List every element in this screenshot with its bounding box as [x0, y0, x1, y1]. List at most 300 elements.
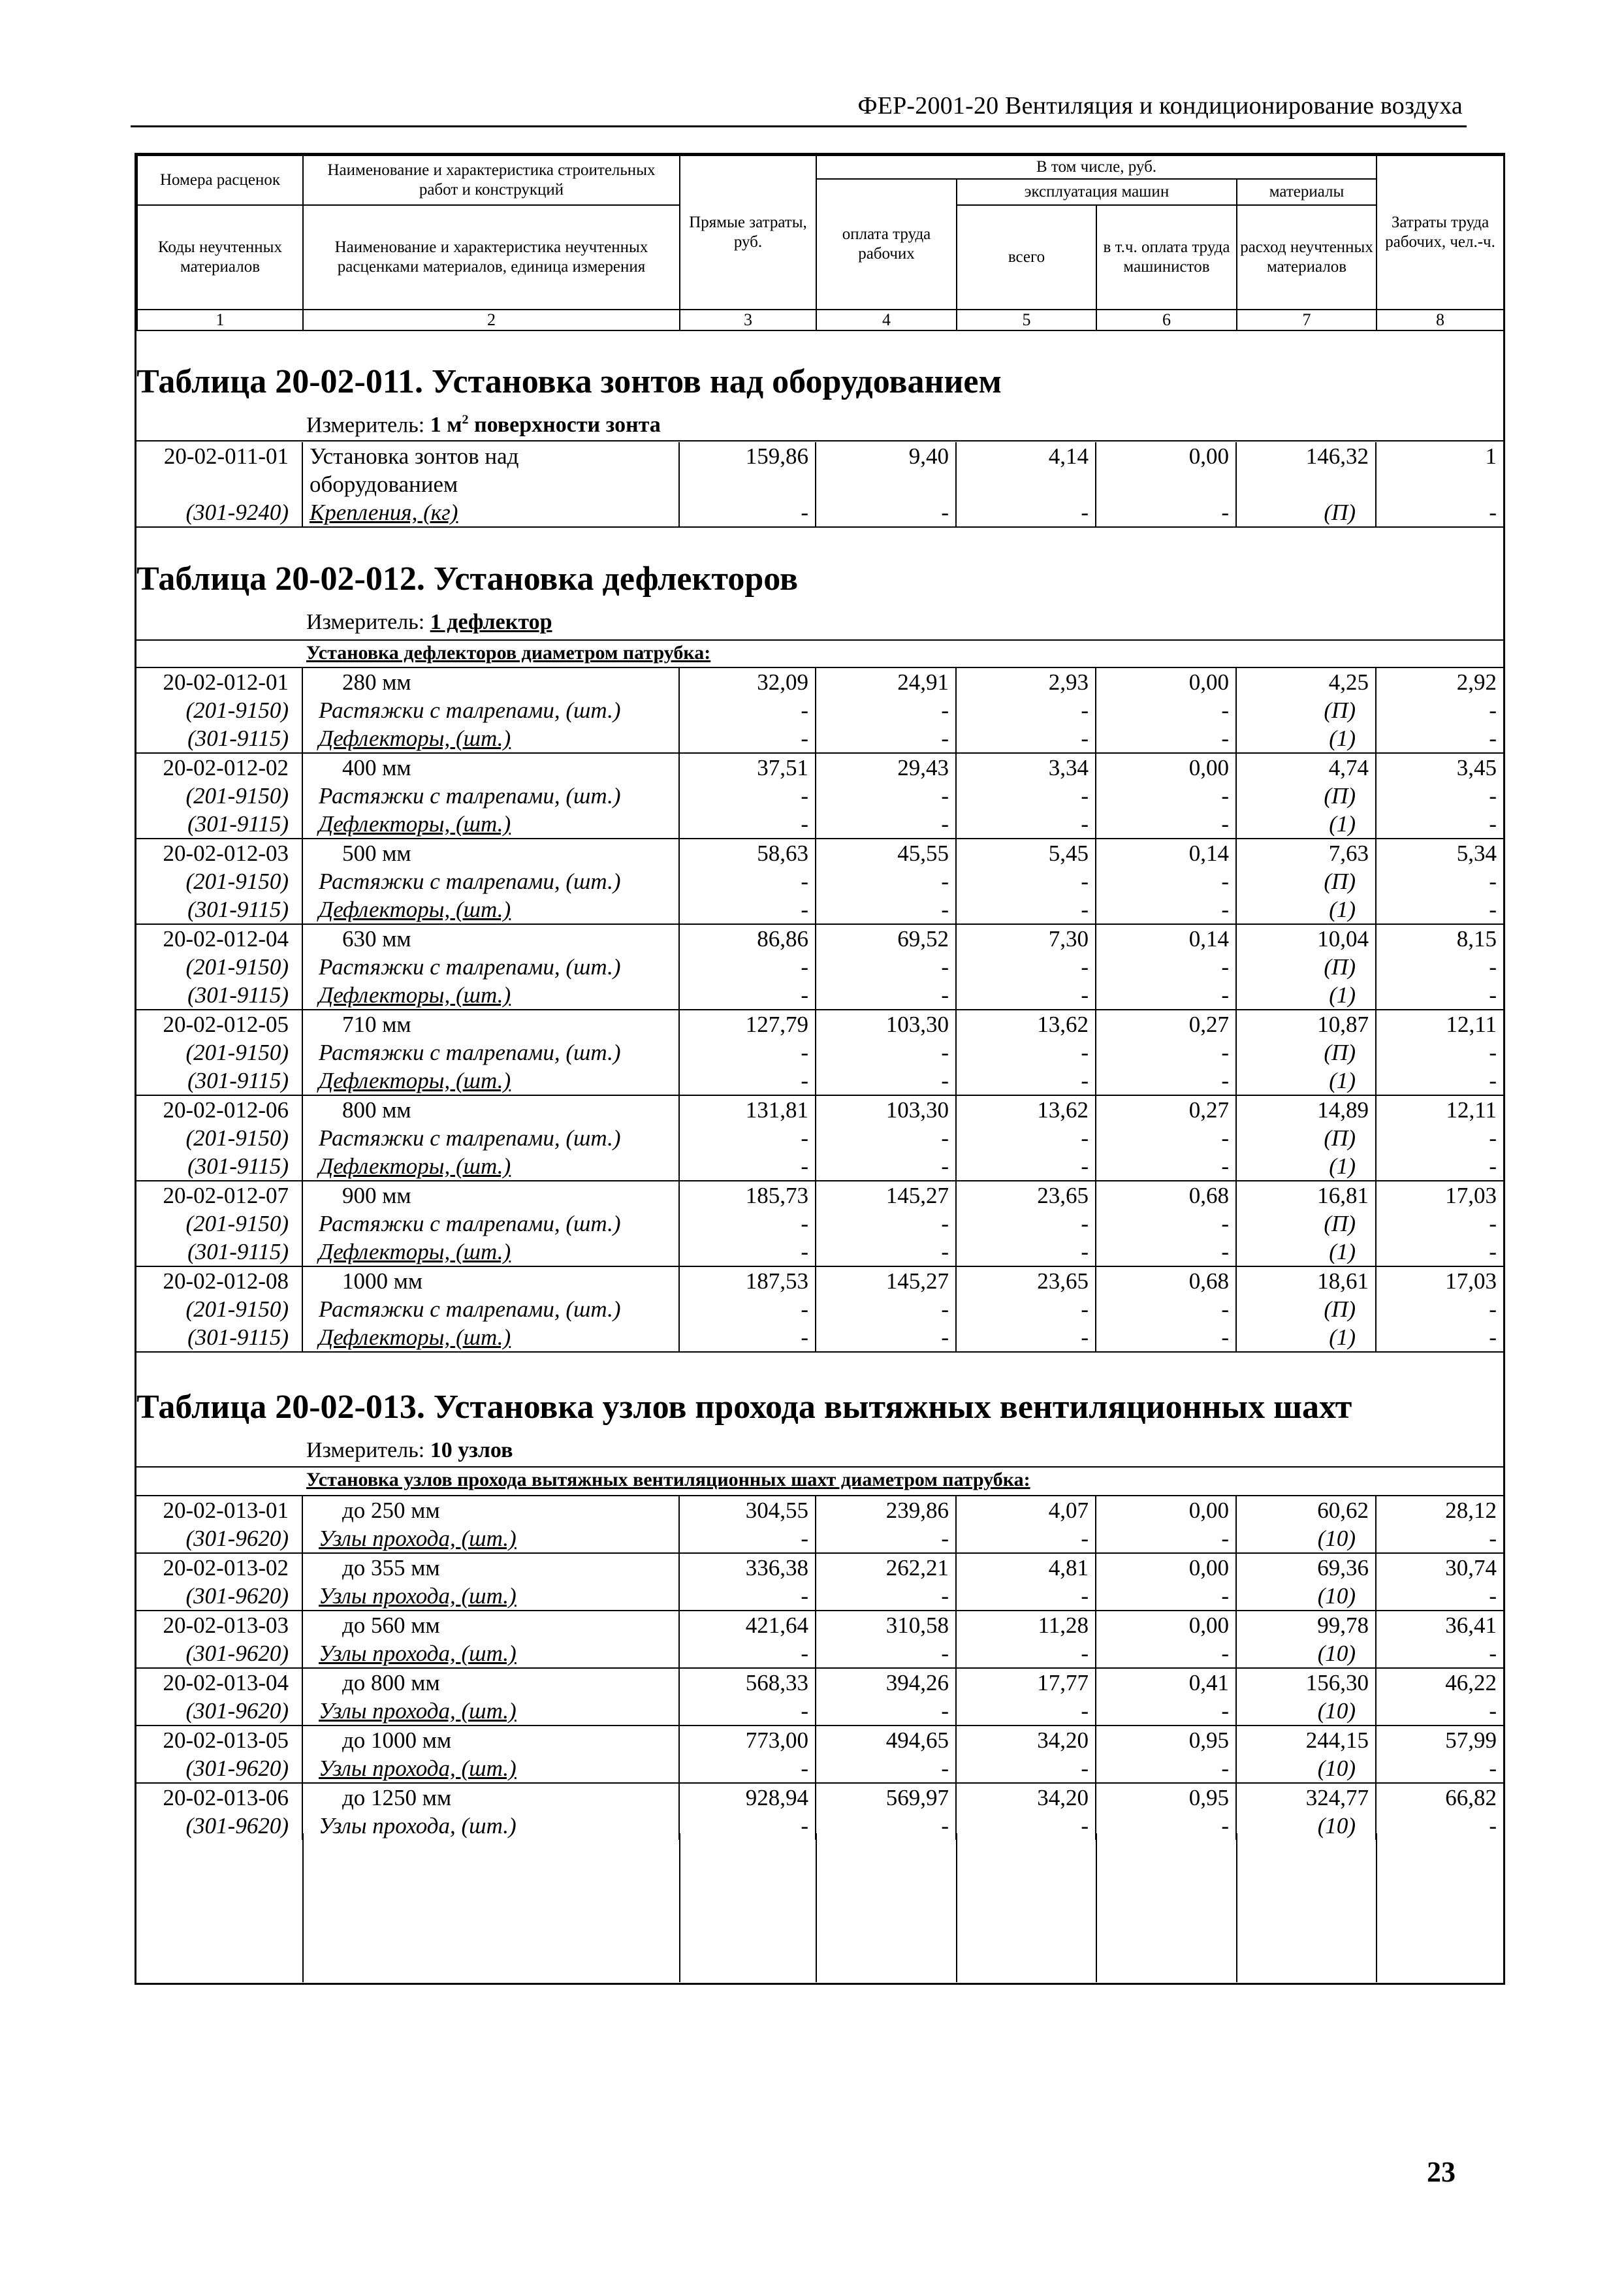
rate-code: (301-9620)	[136, 1639, 302, 1668]
value-c3: -	[679, 724, 816, 753]
value-c3: -	[679, 867, 816, 895]
value-c3: -	[679, 1754, 816, 1783]
value-c3: -	[679, 1124, 816, 1152]
value-c7: (1)	[1236, 895, 1376, 924]
table-row	[136, 924, 1503, 953]
column-rule	[1376, 1833, 1377, 1982]
rate-code: 20-02-013-03	[163, 1613, 289, 1638]
value-c3: -	[679, 895, 816, 924]
rate-code: 20-02-013-06	[163, 1785, 289, 1810]
value-c5: -	[956, 1323, 1096, 1352]
value-c6: -	[1096, 1124, 1236, 1152]
value-c4: 394,26	[816, 1668, 956, 1697]
value-c7: (П)	[1236, 867, 1376, 895]
item-name	[302, 1038, 679, 1067]
value-c6: -	[1096, 696, 1236, 724]
rule	[136, 1466, 1503, 1468]
item-name-text: Растяжки с талрепами, (шт.)	[319, 1040, 621, 1065]
value-c6: 0,27	[1096, 1095, 1236, 1124]
value-c5: -	[956, 1697, 1096, 1726]
col-number: 8	[1377, 310, 1504, 330]
value-c5: -	[956, 696, 1096, 724]
table-row	[136, 1038, 1503, 1067]
item-name-text: Растяжки с талрепами, (шт.)	[319, 783, 621, 809]
value-c3: -	[679, 1639, 816, 1668]
value-c3: 131,81	[679, 1095, 816, 1124]
value-c4: -	[816, 724, 956, 753]
value-c6: -	[1096, 810, 1236, 839]
value-c7: (1)	[1236, 1323, 1376, 1352]
rate-code: (301-9240)	[136, 498, 302, 527]
value-c8: -	[1376, 867, 1503, 895]
item-name	[302, 1181, 679, 1210]
value-c3: 773,00	[679, 1726, 816, 1754]
value-c5: -	[956, 1152, 1096, 1181]
value-c4: -	[816, 1038, 956, 1067]
item-name	[302, 1295, 679, 1323]
table-row	[136, 981, 1503, 1010]
rate-code: (301-9620)	[185, 1813, 289, 1838]
value-c7: (10)	[1236, 1582, 1376, 1611]
table-row	[136, 1553, 1503, 1582]
rate-code: (201-9150)	[185, 783, 289, 809]
value-c6: -	[1096, 1038, 1236, 1067]
col-number: 7	[1237, 310, 1377, 330]
item-name-text: оборудованием	[310, 472, 458, 497]
item-name	[302, 1496, 679, 1524]
rate-code: (301-9620)	[136, 1697, 302, 1726]
value-c3: -	[679, 981, 816, 1010]
value-c5: 4,81	[956, 1553, 1096, 1582]
rate-code: (301-9620)	[136, 1582, 302, 1611]
value-c4: 29,43	[816, 753, 956, 782]
value-c4: -	[816, 1639, 956, 1668]
value-c3: -	[679, 1210, 816, 1238]
rule	[136, 639, 1503, 641]
value-c8: 2,92	[1376, 668, 1503, 696]
value-c6: -	[1096, 1295, 1236, 1323]
rate-code: 20-02-012-04	[163, 926, 289, 952]
value-c8: -	[1376, 1754, 1503, 1783]
item-name-text: 800 мм	[342, 1097, 411, 1123]
value-c7: (1)	[1236, 981, 1376, 1010]
item-name	[302, 1668, 679, 1697]
table-row	[136, 1812, 1503, 1840]
value-c4: -	[816, 1582, 956, 1611]
item-name-text: Узлы прохода, (шт.)	[319, 1583, 517, 1609]
value-c4: -	[816, 1152, 956, 1181]
value-c8: -	[1376, 1238, 1503, 1266]
value-c4: 69,52	[816, 924, 956, 953]
col1-head-b: Коды неучтенных материалов	[137, 205, 303, 310]
value-c5: -	[956, 1124, 1096, 1152]
value-c7: 18,61	[1236, 1266, 1376, 1295]
value-c4: -	[816, 867, 956, 895]
item-name	[302, 1010, 679, 1038]
value-c8: -	[1376, 1210, 1503, 1238]
value-c6: -	[1096, 1210, 1236, 1238]
value-c8: -	[1376, 1812, 1503, 1840]
item-name	[302, 1582, 679, 1611]
table-row	[136, 1181, 1503, 1210]
rate-code: 20-02-013-04	[163, 1670, 289, 1695]
value-c7: (П)	[1236, 1038, 1376, 1067]
item-name	[302, 470, 679, 498]
value-c5: 4,07	[956, 1496, 1096, 1524]
value-c3: -	[679, 1152, 816, 1181]
col6-head: в т.ч. оплата труда машинистов	[1096, 205, 1237, 310]
table-row	[136, 724, 1503, 753]
value-c6: -	[1096, 1639, 1236, 1668]
table-row	[136, 1668, 1503, 1697]
value-c6: -	[1096, 782, 1236, 810]
value-c8: 30,74	[1376, 1553, 1503, 1582]
table-row	[136, 895, 1503, 924]
table-row	[136, 1754, 1503, 1783]
col2-head-a: Наименование и характеристика строительных работ и конструкций	[303, 155, 680, 205]
value-c6: 0,00	[1096, 1553, 1236, 1582]
value-c3: -	[679, 1812, 816, 1840]
item-name-text: до 800 мм	[342, 1670, 440, 1695]
materials-head: материалы	[1237, 179, 1377, 205]
value-c6: 0,95	[1096, 1726, 1236, 1754]
page-number: 23	[1427, 2156, 1456, 2188]
value-c8: 17,03	[1376, 1266, 1503, 1295]
value-c7: (П)	[1236, 498, 1376, 527]
value-c5	[956, 470, 1096, 498]
value-c8: -	[1376, 696, 1503, 724]
value-c5: 23,65	[956, 1181, 1096, 1210]
value-c8: -	[1376, 1295, 1503, 1323]
value-c8: -	[1376, 1524, 1503, 1553]
value-c8: -	[1376, 1639, 1503, 1668]
table-row	[136, 1067, 1503, 1095]
item-name-text: 630 мм	[342, 926, 411, 952]
value-c4: -	[816, 981, 956, 1010]
value-c4: -	[816, 696, 956, 724]
value-c7: 156,30	[1236, 1668, 1376, 1697]
table-row	[136, 498, 1503, 527]
value-c3: 336,38	[679, 1553, 816, 1582]
rate-code: 20-02-012-03	[163, 841, 289, 866]
item-name	[302, 753, 679, 782]
value-c3: -	[679, 1238, 816, 1266]
col5-head: всего	[957, 205, 1096, 310]
table-row	[136, 1582, 1503, 1611]
rate-code: (201-9150)	[185, 1040, 289, 1065]
item-name-text: 280 мм	[342, 669, 411, 695]
item-name-text: Дефлекторы, (шт.)	[319, 982, 511, 1008]
value-c8: -	[1376, 810, 1503, 839]
header-rule	[131, 125, 1467, 127]
value-c6: 0,95	[1096, 1783, 1236, 1812]
item-name	[302, 1152, 679, 1181]
value-c7: (1)	[1236, 810, 1376, 839]
item-name	[302, 895, 679, 924]
value-c6: 0,68	[1096, 1181, 1236, 1210]
item-name-text: Дефлекторы, (шт.)	[319, 811, 511, 837]
col8-head: Затраты труда рабочих, чел.-ч.	[1377, 155, 1504, 310]
value-c4: 103,30	[816, 1095, 956, 1124]
value-c3: 185,73	[679, 1181, 816, 1210]
value-c4: 24,91	[816, 668, 956, 696]
value-c6: -	[1096, 498, 1236, 527]
item-name-text: Узлы прохода, (шт.)	[319, 1641, 517, 1666]
value-c5: 34,20	[956, 1783, 1096, 1812]
col-number: 1	[137, 310, 303, 330]
value-c5: 17,77	[956, 1668, 1096, 1697]
table-row	[136, 1152, 1503, 1181]
item-name	[302, 782, 679, 810]
table-row	[136, 1210, 1503, 1238]
value-c4	[816, 470, 956, 498]
value-c8: -	[1376, 782, 1503, 810]
value-c4: 103,30	[816, 1010, 956, 1038]
value-c7: (1)	[1236, 1067, 1376, 1095]
value-c6: -	[1096, 1582, 1236, 1611]
item-name	[302, 1524, 679, 1553]
item-name-text: 1000 мм	[342, 1268, 423, 1294]
value-c8: -	[1376, 1697, 1503, 1726]
rate-code: (301-9115)	[136, 895, 302, 924]
value-c5: 7,30	[956, 924, 1096, 953]
table-row	[136, 1639, 1503, 1668]
rate-code: (301-9115)	[136, 981, 302, 1010]
value-c3: 421,64	[679, 1611, 816, 1639]
value-c4: -	[816, 782, 956, 810]
value-c3: -	[679, 1524, 816, 1553]
value-c4: 569,97	[816, 1783, 956, 1812]
value-c6: 0,00	[1096, 1611, 1236, 1639]
col-number: 4	[816, 310, 957, 330]
value-c6: -	[1096, 867, 1236, 895]
item-name	[302, 1095, 679, 1124]
value-c8: 3,45	[1376, 753, 1503, 782]
value-c5: -	[956, 782, 1096, 810]
value-c3: -	[679, 1582, 816, 1611]
value-c7: 16,81	[1236, 1181, 1376, 1210]
item-name-text: Установка зонтов над	[310, 443, 519, 469]
item-name-text: до 250 мм	[342, 1498, 440, 1523]
value-c5: 13,62	[956, 1095, 1096, 1124]
value-c3: -	[679, 498, 816, 527]
value-c7: (10)	[1236, 1697, 1376, 1726]
value-c5: -	[956, 1639, 1096, 1668]
table-row	[136, 668, 1503, 696]
value-c8: 1	[1376, 442, 1503, 470]
value-c3: -	[679, 782, 816, 810]
value-c4: -	[816, 1067, 956, 1095]
value-c8: 12,11	[1376, 1095, 1503, 1124]
value-c8: -	[1376, 1124, 1503, 1152]
table-row	[136, 1323, 1503, 1352]
table-11-measure	[306, 413, 661, 438]
value-c5: -	[956, 1067, 1096, 1095]
value-c3: -	[679, 696, 816, 724]
value-c5: -	[956, 1524, 1096, 1553]
value-c8: 17,03	[1376, 1181, 1503, 1210]
table-13-body	[136, 1496, 1503, 1840]
rate-code: (301-9620)	[136, 1524, 302, 1553]
rule	[136, 440, 1503, 442]
item-name	[302, 1553, 679, 1582]
value-c5: -	[956, 1812, 1096, 1840]
value-c8: -	[1376, 498, 1503, 527]
item-name-text: Растяжки с талрепами, (шт.)	[319, 869, 621, 894]
value-c5: 11,28	[956, 1611, 1096, 1639]
value-c4: 145,27	[816, 1266, 956, 1295]
item-name	[302, 1124, 679, 1152]
value-c7: (П)	[1236, 1210, 1376, 1238]
item-name	[302, 1210, 679, 1238]
value-c5: -	[956, 498, 1096, 527]
table-13-title: Таблица 20-02-013. Установка узлов прохода вытяжных вентиляционных шахт	[136, 1389, 1352, 1426]
rate-code: 20-02-013-02	[163, 1555, 289, 1581]
table-row	[136, 1783, 1503, 1812]
value-c7: 244,15	[1236, 1726, 1376, 1754]
value-c8: -	[1376, 953, 1503, 981]
item-name	[302, 668, 679, 696]
table-row	[136, 1095, 1503, 1124]
value-c7	[1236, 470, 1376, 498]
table-row	[136, 1266, 1503, 1295]
item-name-text: Растяжки с талрепами, (шт.)	[319, 1125, 621, 1151]
measure-value: 1 $м^2$ поверхности зонта	[430, 413, 661, 438]
item-name-text: 400 мм	[342, 755, 411, 780]
value-c3: 32,09	[679, 668, 816, 696]
value-c7: (П)	[1236, 782, 1376, 810]
value-c4: -	[816, 1210, 956, 1238]
item-name	[302, 442, 679, 470]
table-row	[136, 1726, 1503, 1754]
value-c7: (10)	[1236, 1812, 1376, 1840]
col-number: 6	[1096, 310, 1237, 330]
value-c4: -	[816, 1238, 956, 1266]
table-13-measure	[306, 1438, 513, 1463]
value-c6: 0,68	[1096, 1266, 1236, 1295]
value-c8: 8,15	[1376, 924, 1503, 953]
value-c5: 3,34	[956, 753, 1096, 782]
rate-code: 20-02-012-07	[163, 1183, 289, 1208]
value-c7: (П)	[1236, 953, 1376, 981]
rate-code: 20-02-012-02	[163, 755, 289, 780]
table-row	[136, 696, 1503, 724]
measure-label: Измеритель:	[306, 413, 430, 438]
item-name	[302, 953, 679, 981]
measure-value: 1 дефлектор	[430, 610, 552, 634]
value-c6: -	[1096, 981, 1236, 1010]
value-c5: -	[956, 810, 1096, 839]
measure-label: Измеритель:	[306, 1438, 430, 1462]
col-number: 2	[303, 310, 680, 330]
item-name-text: до 1000 мм	[342, 1727, 452, 1753]
measure-value: 10 узлов	[430, 1438, 513, 1462]
rate-code: (301-9115)	[136, 1323, 302, 1352]
value-c8: 28,12	[1376, 1496, 1503, 1524]
value-c8: 46,22	[1376, 1668, 1503, 1697]
rate-code	[136, 470, 302, 498]
item-name	[302, 867, 679, 895]
value-c7: 60,62	[1236, 1496, 1376, 1524]
value-c3: 86,86	[679, 924, 816, 953]
value-c5: 13,62	[956, 1010, 1096, 1038]
value-c3: 187,53	[679, 1266, 816, 1295]
value-c5: 23,65	[956, 1266, 1096, 1295]
value-c8	[1376, 470, 1503, 498]
value-c4: -	[816, 895, 956, 924]
rate-code: 20-02-011-01	[163, 443, 289, 469]
item-name	[302, 1266, 679, 1295]
value-c4: 9,40	[816, 442, 956, 470]
value-c6: -	[1096, 724, 1236, 753]
value-c5: -	[956, 867, 1096, 895]
value-c4: -	[816, 1812, 956, 1840]
item-name-text: Дефлекторы, (шт.)	[319, 1325, 511, 1350]
table-row	[136, 810, 1503, 839]
value-c3	[679, 470, 816, 498]
value-c8: 57,99	[1376, 1726, 1503, 1754]
column-header	[136, 155, 1505, 331]
value-c4: -	[816, 953, 956, 981]
value-c8: 66,82	[1376, 1783, 1503, 1812]
value-c6: 0,00	[1096, 668, 1236, 696]
item-name	[302, 724, 679, 753]
value-c5: 4,14	[956, 442, 1096, 470]
value-c5: -	[956, 1295, 1096, 1323]
value-c3: -	[679, 1697, 816, 1726]
item-name-text: 500 мм	[342, 841, 411, 866]
item-name-text: Узлы прохода, (шт.)	[319, 1813, 517, 1838]
item-name-text: Крепления, (кг)	[310, 500, 458, 525]
value-c6: 0,14	[1096, 924, 1236, 953]
machines-head: эксплуатация машин	[957, 179, 1237, 205]
value-c8: 5,34	[1376, 839, 1503, 867]
item-name-text: Растяжки с талрепами, (шт.)	[319, 1211, 621, 1236]
value-c5: -	[956, 981, 1096, 1010]
value-c4: -	[816, 498, 956, 527]
column-rule	[679, 1833, 680, 1982]
value-c5: -	[956, 1238, 1096, 1266]
item-name	[302, 1783, 679, 1812]
table-row	[136, 753, 1503, 782]
value-c6: 0,41	[1096, 1668, 1236, 1697]
table-13-subheading: Установка узлов прохода вытяжных вентиляционных шахт диаметром патрубка:	[306, 1469, 1030, 1490]
value-c5: 2,93	[956, 668, 1096, 696]
value-c5: -	[956, 953, 1096, 981]
rate-code: 20-02-012-06	[163, 1097, 289, 1123]
value-c7: 10,04	[1236, 924, 1376, 953]
value-c7: (10)	[1236, 1754, 1376, 1783]
rate-code: 20-02-013-01	[163, 1498, 289, 1523]
value-c3: -	[679, 1323, 816, 1352]
value-c3: 37,51	[679, 753, 816, 782]
table-row	[136, 1524, 1503, 1553]
item-name	[302, 1697, 679, 1726]
value-c8: -	[1376, 895, 1503, 924]
value-c6: -	[1096, 1812, 1236, 1840]
value-c7: (1)	[1236, 1152, 1376, 1181]
value-c6	[1096, 470, 1236, 498]
table-11-body	[136, 442, 1503, 528]
value-c7: 146,32	[1236, 442, 1376, 470]
measure-label: Измеритель:	[306, 610, 430, 634]
value-c6: 0,14	[1096, 839, 1236, 867]
table-12-title: Таблица 20-02-012. Установка дефлекторов	[136, 560, 799, 598]
item-name-text: Дефлекторы, (шт.)	[319, 726, 511, 751]
value-c4: -	[816, 1697, 956, 1726]
table-row	[136, 953, 1503, 981]
value-c4: -	[816, 1754, 956, 1783]
